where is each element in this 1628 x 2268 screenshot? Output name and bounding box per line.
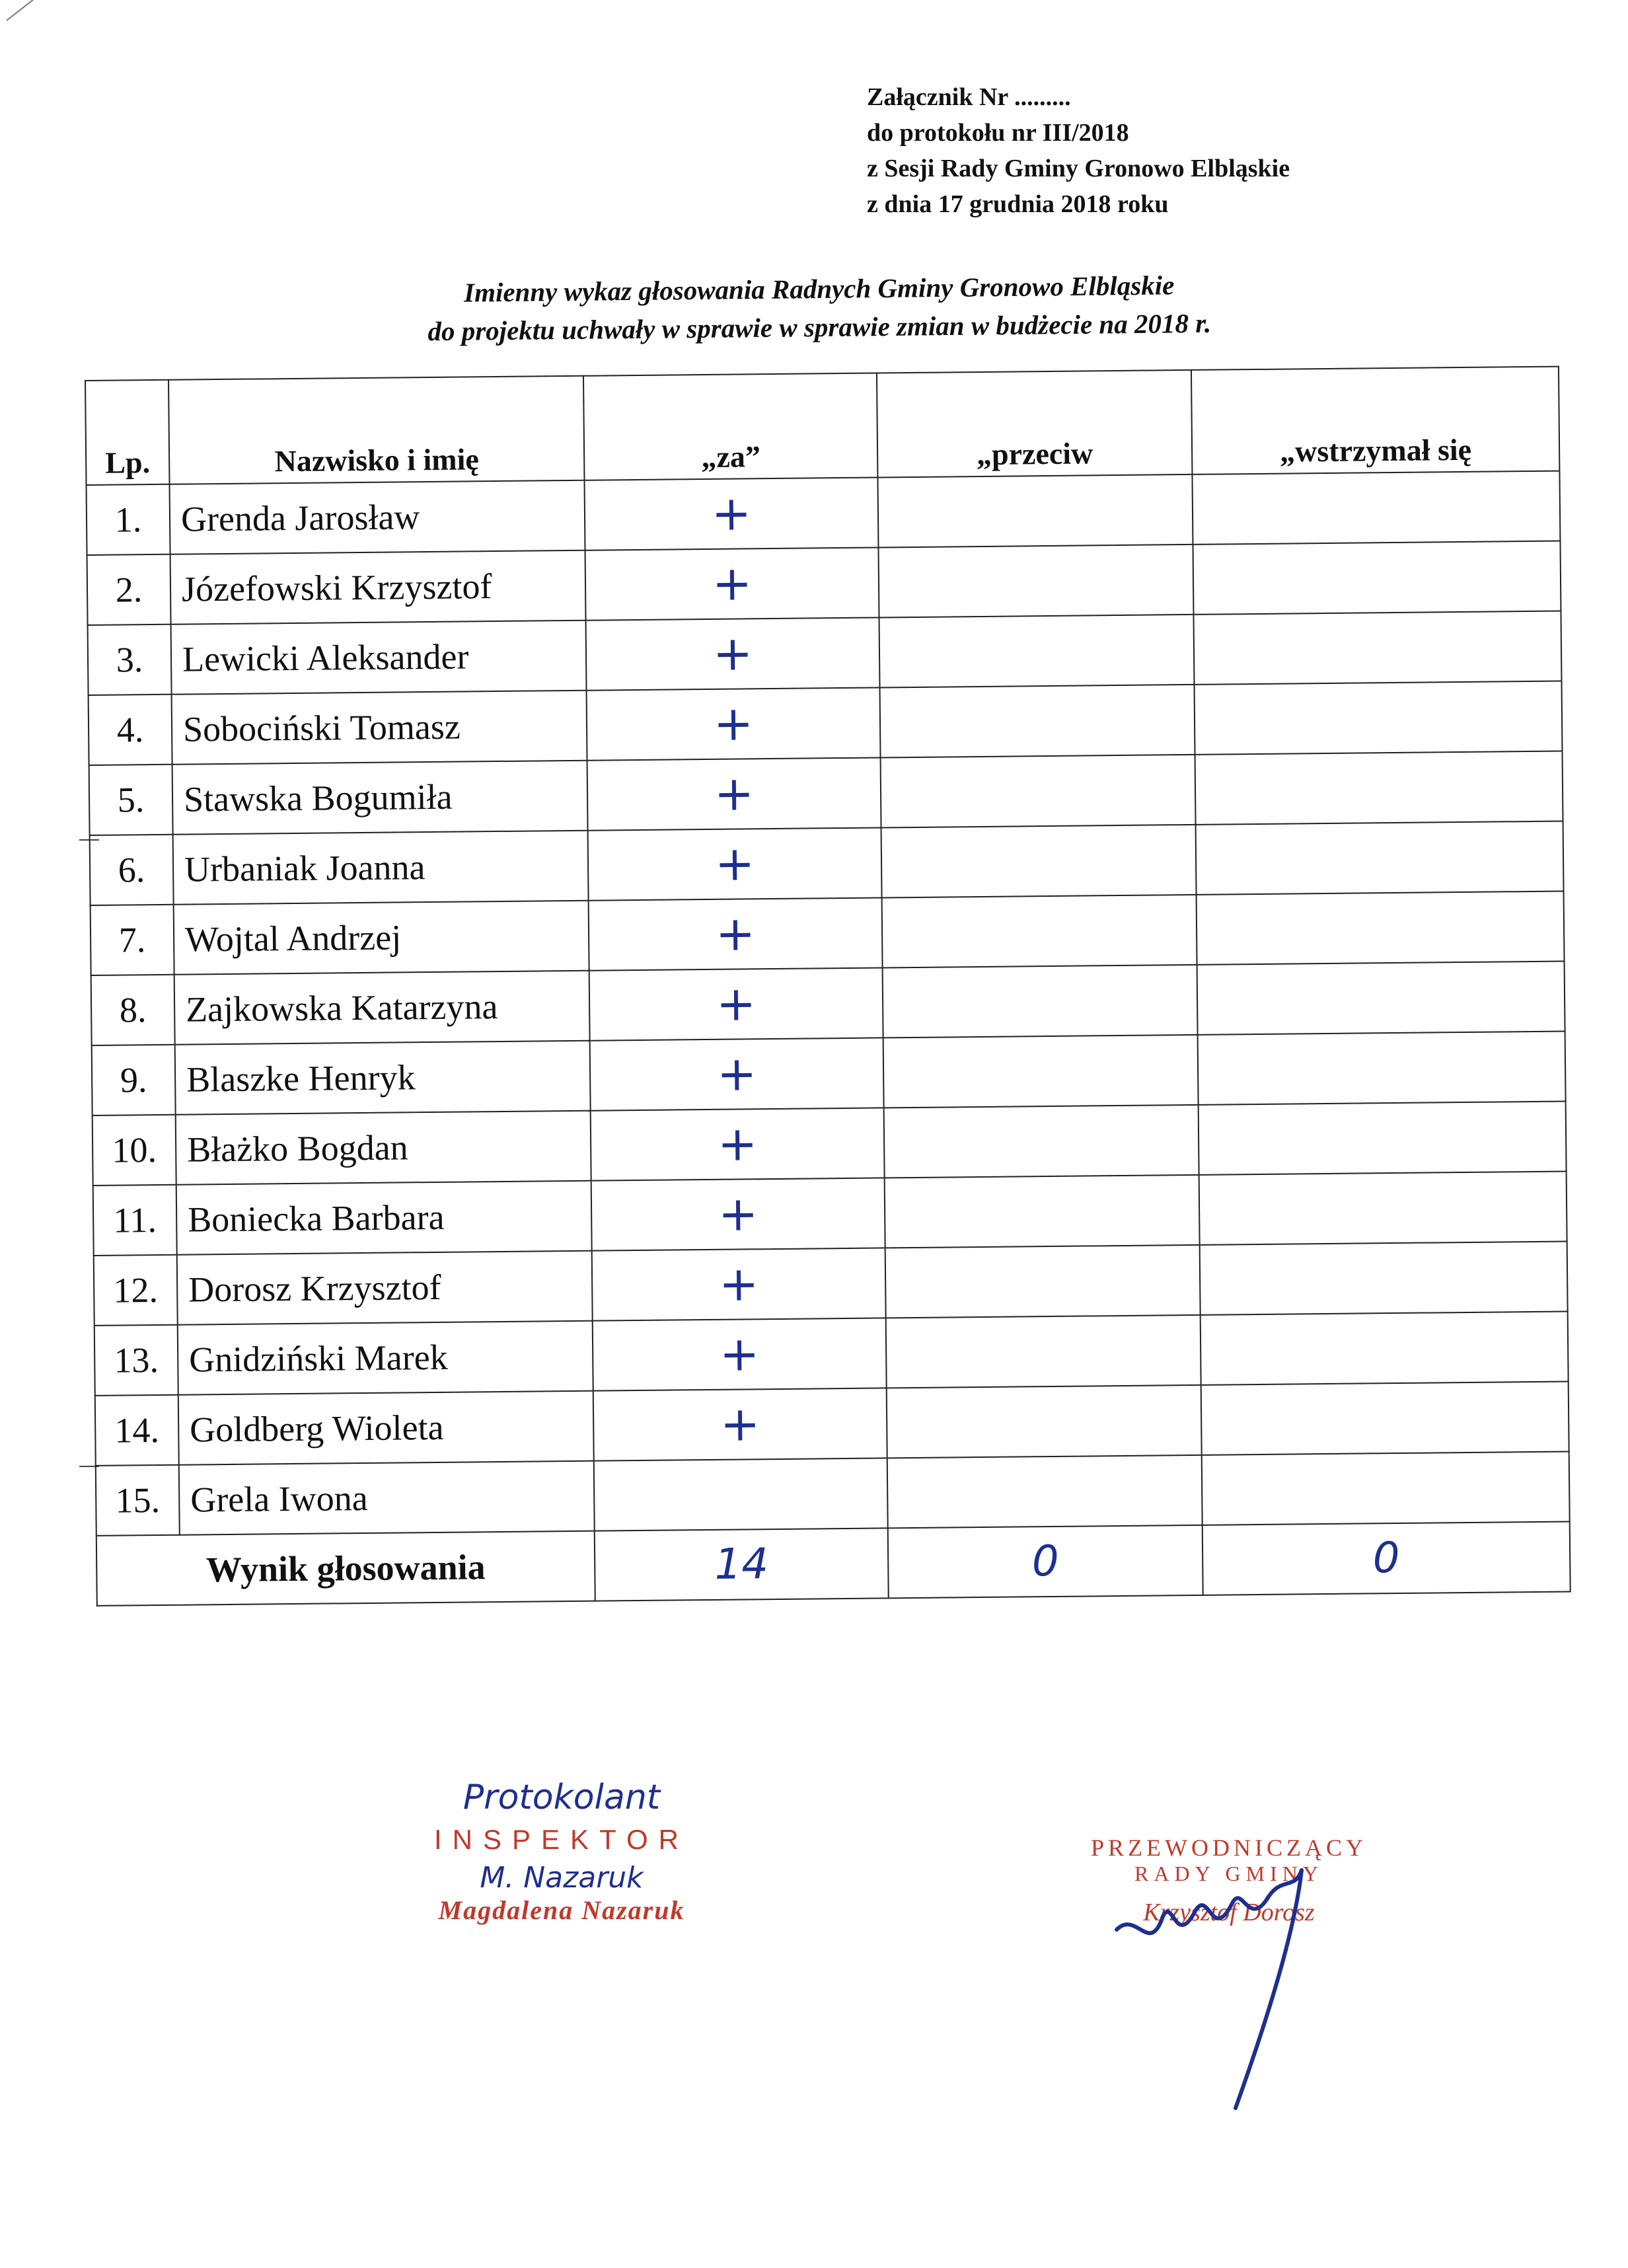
- vote-za-cell: [591, 1178, 885, 1250]
- stamp-role: PRZEWODNICZĄCY: [1091, 1834, 1367, 1861]
- row-number: 8.: [91, 975, 175, 1045]
- vote-mark: +: [714, 835, 755, 891]
- vote-przeciw-cell: [885, 1175, 1200, 1248]
- vote-mark: +: [716, 1045, 757, 1102]
- scan-mark: [6, 0, 54, 21]
- row-number: 13.: [94, 1325, 178, 1396]
- header-wstrzymal: „wstrzymał się: [1191, 367, 1559, 474]
- header-przeciw: „przeciw: [877, 370, 1192, 478]
- vote-przeciw-cell: [883, 965, 1198, 1038]
- vote-przeciw-cell: [887, 1385, 1202, 1458]
- vote-mark: +: [715, 905, 756, 962]
- vote-przeciw-cell: [882, 895, 1197, 968]
- vote-wstrzymal-cell: [1201, 1382, 1569, 1455]
- vote-mark: +: [714, 765, 755, 821]
- vote-przeciw-cell: [880, 685, 1195, 758]
- councillor-name: Gnidziński Marek: [178, 1321, 593, 1395]
- vote-mark: +: [711, 485, 752, 541]
- vote-mark: +: [719, 1326, 760, 1382]
- vote-za-cell: [587, 757, 881, 830]
- vote-wstrzymal-cell: [1198, 1032, 1566, 1105]
- stamp-council: RADY GMINY: [1134, 1862, 1323, 1885]
- row-number: 7.: [91, 905, 174, 975]
- councillor-name: Zajkowska Katarzyna: [174, 971, 590, 1045]
- vote-wstrzymal-cell: [1195, 681, 1563, 755]
- protocol-officer-signature: [390, 1778, 733, 1926]
- row-number: 2.: [87, 554, 171, 625]
- vote-przeciw-cell: [883, 1035, 1199, 1108]
- councillor-name: Grenda Jarosław: [170, 480, 585, 554]
- vote-przeciw-cell: [881, 825, 1197, 898]
- row-number: 10.: [92, 1115, 176, 1186]
- vote-mark: +: [718, 1186, 758, 1242]
- vote-przeciw-cell: [878, 545, 1193, 618]
- vote-wstrzymal-cell: [1197, 891, 1565, 965]
- vote-przeciw-cell: [884, 1105, 1199, 1178]
- vote-za-cell: [587, 687, 881, 760]
- row-number: 11.: [93, 1185, 177, 1256]
- vote-mark: +: [717, 1115, 758, 1172]
- vote-za-cell: [584, 477, 878, 550]
- vote-przeciw-cell: [887, 1455, 1202, 1529]
- councillor-name: Grela Iwona: [179, 1461, 595, 1535]
- councillor-name: Dorosz Krzysztof: [177, 1251, 593, 1325]
- vote-za-cell: [585, 547, 879, 620]
- chairman-signature-icon: [1097, 1831, 1374, 2201]
- vote-za-cell: [594, 1458, 888, 1531]
- result-row: [96, 1522, 1571, 1606]
- title-line-2: do projektu uchwały w sprawie w sprawie zmian w budżecie na 2018 r.: [427, 307, 1212, 347]
- councillor-name: Błażko Bogdan: [176, 1111, 591, 1185]
- result-za: 14: [714, 1540, 769, 1589]
- councillor-name: Sobociński Tomasz: [172, 691, 587, 765]
- handwritten-role: Protokolant: [462, 1778, 661, 1817]
- voting-table: [85, 366, 1571, 1606]
- row-number: 15.: [96, 1465, 180, 1536]
- councillor-name: Lewicki Aleksander: [171, 621, 587, 695]
- councillor-name: Goldberg Wioleta: [178, 1391, 594, 1465]
- vote-wstrzymal-cell: [1192, 471, 1560, 545]
- row-number: 3.: [88, 624, 172, 695]
- councillor-name: Boniecka Barbara: [176, 1181, 592, 1255]
- row-number: 4.: [89, 695, 172, 765]
- councillor-name: Blaszke Henryk: [175, 1041, 591, 1115]
- session-name: z Sesji Rady Gminy Gronowo Elbląskie: [867, 155, 1290, 182]
- councillor-name: Urbaniak Joanna: [173, 831, 589, 905]
- row-number: 9.: [92, 1045, 176, 1115]
- result-przeciw: 0: [1031, 1536, 1059, 1587]
- vote-wstrzymal-cell: [1196, 821, 1564, 895]
- vote-przeciw-cell: [881, 755, 1196, 828]
- result-przeciw-cell: [888, 1525, 1203, 1599]
- attachment-number: Załącznik Nr .........: [867, 83, 1071, 111]
- vote-za-cell: [590, 1038, 884, 1110]
- vote-przeciw-cell: [885, 1245, 1201, 1318]
- header-lp: Lp.: [85, 380, 170, 485]
- result-za-cell: [595, 1528, 889, 1601]
- vote-wstrzymal-cell: [1195, 751, 1563, 825]
- councillor-name: Józefowski Krzysztof: [170, 550, 586, 624]
- vote-za-cell: [591, 1108, 885, 1180]
- header-za: „za”: [583, 373, 877, 480]
- councillor-name: Wojtal Andrzej: [174, 901, 589, 975]
- vote-za-cell: [588, 827, 882, 900]
- vote-przeciw-cell: [879, 615, 1195, 688]
- vote-mark: +: [720, 1396, 760, 1452]
- councillor-name: Stawska Bogumiła: [172, 761, 588, 835]
- row-number: 1.: [87, 484, 170, 555]
- header-name: Nazwisko i imię: [168, 376, 584, 484]
- result-label: Wynik głosowania: [96, 1531, 595, 1606]
- row-number: 5.: [89, 765, 173, 835]
- protocol-number: do protokołu nr III/2018: [867, 119, 1129, 147]
- vote-mark: +: [712, 625, 753, 681]
- stamp-role: INSPEKTOR: [434, 1824, 689, 1855]
- row-number: 12.: [94, 1255, 178, 1326]
- result-wstrzymal: 0: [1372, 1533, 1400, 1583]
- vote-mark: +: [716, 975, 757, 1032]
- handwritten-signature: M. Nazaruk: [480, 1861, 644, 1895]
- vote-za-cell: [593, 1318, 887, 1390]
- vote-mark: +: [712, 555, 753, 611]
- vote-wstrzymal-cell: [1197, 962, 1565, 1035]
- vote-za-cell: [589, 967, 883, 1040]
- attachment-header: [867, 79, 1290, 222]
- vote-wstrzymal-cell: [1193, 541, 1561, 615]
- vote-wstrzymal-cell: [1201, 1312, 1569, 1385]
- stamp-name: Krzysztof Dorosz: [1143, 1899, 1315, 1926]
- table-header-row: [85, 367, 1559, 485]
- vote-mark: +: [713, 695, 754, 751]
- vote-przeciw-cell: [886, 1315, 1201, 1388]
- vote-wstrzymal-cell: [1199, 1102, 1567, 1175]
- vote-za-cell: [593, 1388, 887, 1460]
- document-title: [316, 264, 1321, 352]
- session-date: z dnia 17 grudnia 2018 roku: [867, 190, 1169, 218]
- vote-wstrzymal-cell: [1199, 1172, 1567, 1245]
- row-number: 6.: [90, 835, 174, 905]
- result-wstrzymal-cell: [1202, 1522, 1571, 1595]
- vote-wstrzymal-cell: [1193, 611, 1561, 685]
- title-line-1: Imienny wykaz głosowania Radnych Gminy Gronowo Elbląskie: [463, 270, 1175, 308]
- vote-za-cell: [586, 617, 880, 690]
- row-number: 14.: [95, 1395, 179, 1466]
- stamp-name: Magdalena Nazaruk: [438, 1895, 685, 1925]
- vote-przeciw-cell: [877, 474, 1193, 548]
- vote-za-cell: [592, 1248, 886, 1320]
- vote-wstrzymal-cell: [1200, 1242, 1568, 1315]
- vote-wstrzymal-cell: [1202, 1452, 1570, 1525]
- vote-mark: +: [718, 1256, 759, 1312]
- vote-za-cell: [589, 897, 883, 970]
